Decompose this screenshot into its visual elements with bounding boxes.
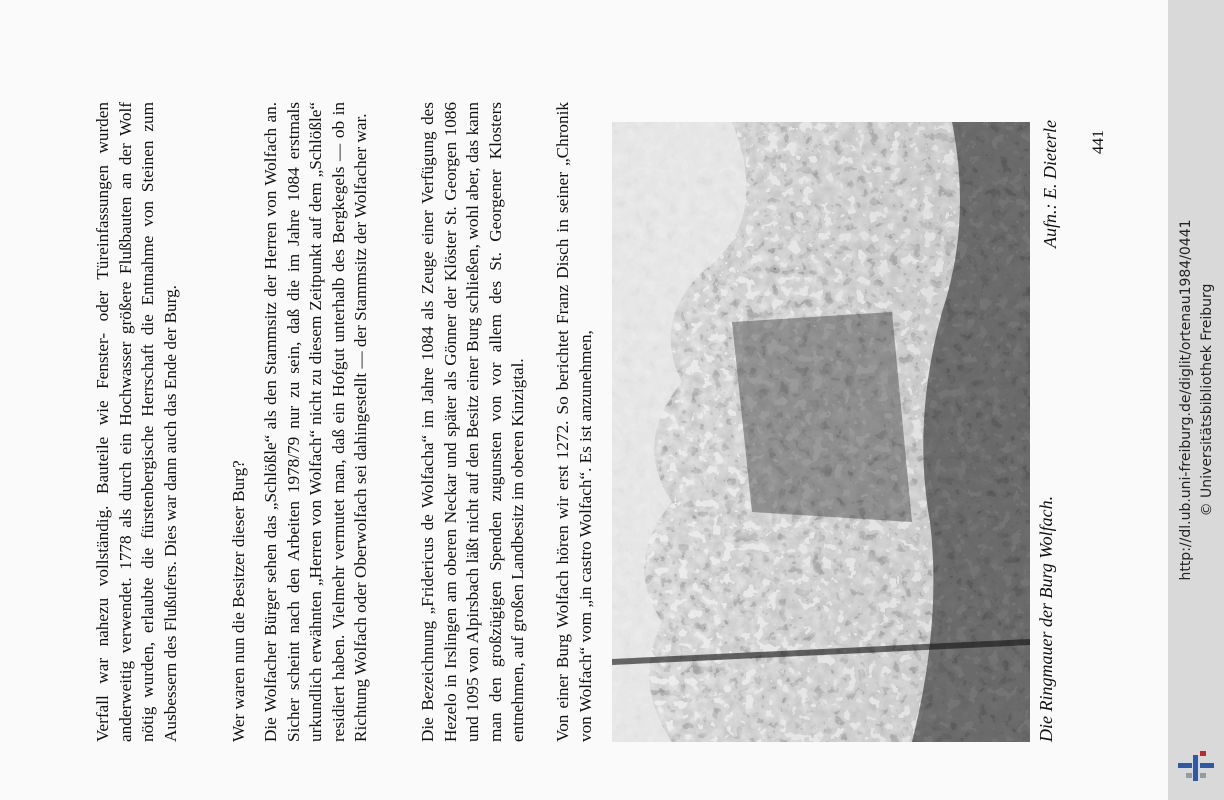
paragraph-5: Von einer Burg Wolfach hören wir erst 1272. So berichtet Franz Disch in seiner „Chronik von Wolfach“ vom „in castro Wolfach“. Es ist anzunehmen,: [553, 102, 595, 742]
photo-caption: Die Ringmauer der Burg Wolfach.: [1036, 495, 1056, 742]
castle-wall-photo: [612, 122, 1030, 742]
paragraph-3: Die Wolfacher Bürger sehen das „Schlößle“ als den Stammsitz der Herren von Wolfach an. Sicher scheint nach den Arbeiten 1978/79 nur zu sein, daß die im Jahre 1084 erstmals urkundlich erwähnten „Herren von Wolfach“ nicht zu diesem Zeitpunkt auf dem „Schlößle“ residiert haben. Vielmehr vermutet man, daß ein Hofgut unterhalb des Bergkegels — ob in Richtung Wolfach oder Oberwolfach sei dahingestellt — der Stammsitz der Wolfacher war.: [261, 102, 371, 742]
section-question: Wer waren nun die Besitzer dieser Burg?: [229, 460, 248, 742]
page-number: 441: [1090, 130, 1107, 154]
ub-freiburg-logo-icon: [1176, 748, 1216, 784]
paragraph-1: Verfall war nahezu vollständig. Bauteile wie Fenster- oder Türeinfassungen wurden anderweitig verwendet. 1778 als durch ein Hochwasser größere Flußbauten an der Wolf nötig wurden, erlaubte die fürstenbergische Herrschaft die Entnahme von Steinen zum Ausbessern des Flußufers. Dies war dann auch das Ende der Burg.: [93, 102, 180, 742]
paragraph-4: Die Bezeichnung „Fridericus de Wolfacha“ im Jahre 1084 als Zeuge einer Verfügung des Hezelo in Irslingen am oberen Neckar und später als Gönner der Klöster St. Georgen 1086 und 1095 von Alpirsbach läßt nicht auf den Besitz einer Burg schließen, wohl aber, das kann man den großzügigen Spenden zugunsten von vor allem des St. Georgener Klosters entnehmen, auf großen Landbesitz im oberen Kinzigtal.: [418, 102, 528, 742]
library-sidebar: [1168, 0, 1224, 800]
source-url-link[interactable]: http://dl.ub.uni-freiburg.de/diglit/ortenau1984/0441: [1178, 219, 1194, 581]
copyright-notice: © Universitätsbibliothek Freiburg: [1199, 283, 1215, 517]
photo-credit: Aufn.: E. Dieterle: [1040, 120, 1060, 248]
